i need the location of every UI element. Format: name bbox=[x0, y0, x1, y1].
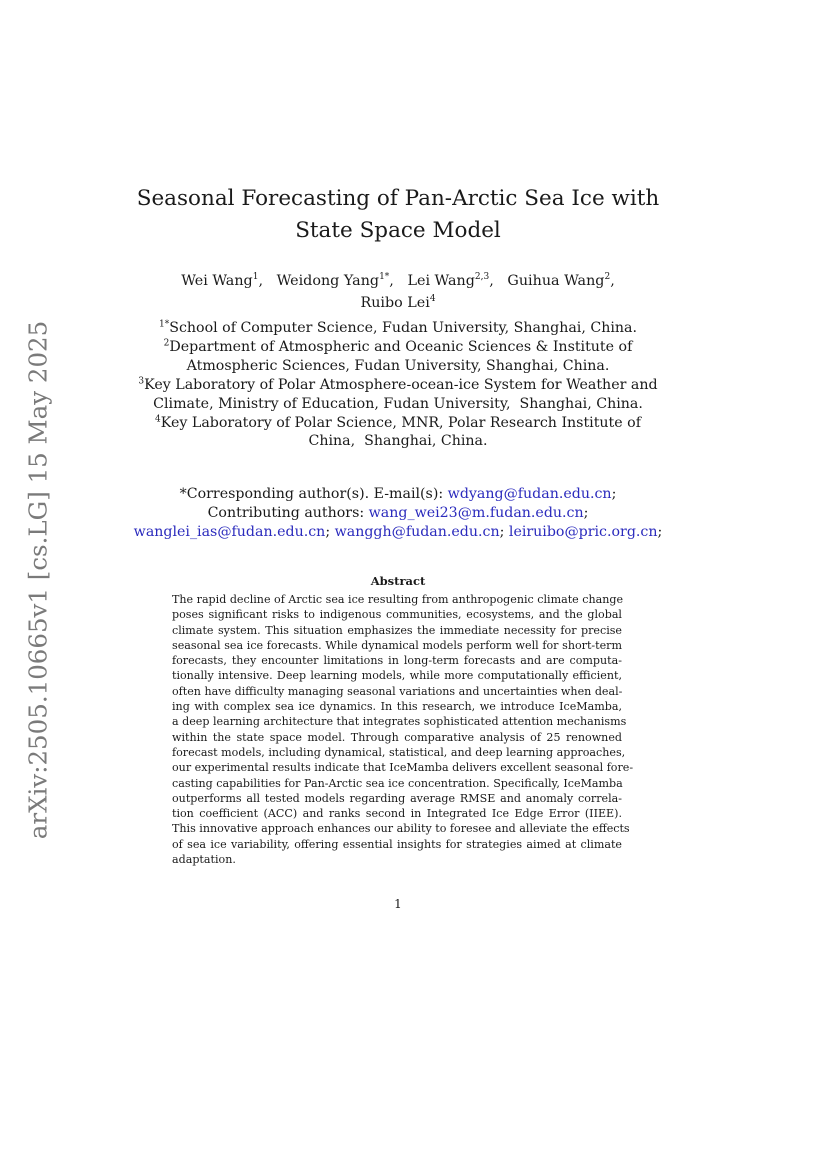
author-line-2 bbox=[0, 292, 796, 314]
punctuation: ; bbox=[499, 523, 509, 540]
author-separator: , bbox=[610, 273, 615, 289]
punctuation: ; bbox=[611, 486, 617, 502]
abstract-line: seasonal sea ice forecasts. While dynamical models perform well for short-term bbox=[172, 638, 622, 652]
affiliation-2 bbox=[0, 338, 796, 376]
author-separator: , bbox=[258, 273, 273, 289]
abstract-line: outperforms all tested models regarding average RMSE and anomaly correla- bbox=[172, 791, 622, 805]
abstract-line: poses significant risks to indigenous communities, ecosystems, and the global bbox=[172, 608, 622, 622]
author-separator: , bbox=[389, 273, 403, 289]
contributor-email-link[interactable]: wang_wei23@m.fudan.edu.cn bbox=[368, 504, 584, 521]
affiliation-text: China, Shanghai, China. bbox=[308, 433, 488, 450]
author-name: Wei Wang bbox=[181, 273, 253, 289]
abstract-line: our experimental results indicate that IceMamba delivers excellent seasonal fore- bbox=[172, 761, 634, 775]
author-line-1 bbox=[0, 270, 796, 292]
author-name: Ruibo Lei bbox=[360, 295, 430, 311]
author-affil-mark: 2 bbox=[604, 272, 611, 283]
abstract-line: forecast models, including dynamical, statistical, and deep learning approaches, bbox=[172, 745, 626, 759]
affiliation-mark: 4 bbox=[155, 413, 161, 424]
contributor-email-link[interactable]: wanggh@fudan.edu.cn bbox=[334, 523, 500, 540]
abstract-line: casting capabilities for Pan-Arctic sea ice concentration. Specifically, IceMamba bbox=[172, 776, 623, 790]
affiliation-mark: 1* bbox=[158, 319, 170, 330]
affiliation-4 bbox=[0, 414, 796, 452]
punctuation: ; bbox=[325, 523, 335, 540]
affiliation-list bbox=[0, 319, 796, 451]
abstract-line: forecasts, they encounter limitations in long-term forecasts and are computa- bbox=[172, 654, 622, 668]
affiliation-text: Department of Atmospheric and Oceanic Sciences & Institute of bbox=[169, 338, 633, 355]
arxiv-id-text: arXiv:2505.10665v1 [cs.LG] 15 May 2025 bbox=[23, 320, 53, 840]
affiliation-text: School of Computer Science, Fudan University, Shanghai, China. bbox=[169, 320, 637, 336]
author-separator: , bbox=[489, 273, 503, 289]
abstract-line: tionally intensive. Deep learning models, while more computationally efficient, bbox=[172, 669, 622, 683]
abstract-line: ing with complex sea ice dynamics. In this research, we introduce IceMamba, bbox=[172, 700, 622, 714]
abstract-line: within the state space model. Through comparative analysis of 25 renowned bbox=[172, 730, 622, 744]
affiliation-text: Key Laboratory of Polar Atmosphere-ocean-ice System for Weather and bbox=[144, 376, 658, 393]
abstract-heading: Abstract bbox=[370, 574, 426, 588]
author-name: Weidong Yang bbox=[276, 273, 380, 289]
affiliation-1 bbox=[0, 319, 796, 338]
author-name: Guihua Wang bbox=[507, 273, 605, 289]
affiliation-mark: 2 bbox=[163, 338, 170, 349]
page-number: 1 bbox=[394, 897, 402, 911]
affiliation-text: Key Laboratory of Polar Science, MNR, Polar Research Institute of bbox=[160, 414, 641, 431]
author-affil-mark: 2,3 bbox=[474, 272, 490, 283]
affiliation-text: Climate, Ministry of Education, Fudan University, Shanghai, China. bbox=[153, 395, 643, 412]
author-affil-mark: 1* bbox=[379, 272, 390, 283]
paper-title bbox=[0, 183, 796, 247]
correspondence-block bbox=[0, 485, 796, 541]
punctuation: ; bbox=[583, 504, 589, 521]
affiliation-3 bbox=[0, 376, 796, 414]
affiliation-text: Atmospheric Sciences, Fudan University, Shanghai, China. bbox=[186, 357, 610, 374]
abstract-line: The rapid decline of Arctic sea ice resulting from anthropogenic climate change bbox=[172, 593, 624, 606]
title-line: State Space Model bbox=[295, 218, 501, 243]
corresponding-email-link[interactable]: wdyang@fudan.edu.cn bbox=[447, 486, 612, 502]
contributing-label: Contributing authors: bbox=[207, 504, 369, 521]
abstract-line: often have difficulty managing seasonal variations and uncertainties when deal- bbox=[172, 684, 623, 698]
punctuation: ; bbox=[657, 523, 663, 540]
abstract-line: a deep learning architecture that integrates sophisticated attention mechanisms bbox=[172, 715, 627, 729]
abstract-line: This innovative approach enhances our ability to foresee and alleviate the effects bbox=[172, 822, 630, 836]
contributor-email-link[interactable]: wanglei_ias@fudan.edu.cn bbox=[133, 523, 326, 540]
abstract-line: tion coefficient (ACC) and ranks second in Integrated Ice Edge Error (IIEE). bbox=[172, 807, 622, 821]
abstract-line: climate system. This situation emphasizes the immediate necessity for precise bbox=[172, 623, 622, 637]
author-name: Lei Wang bbox=[407, 273, 475, 289]
author-affil-mark: 1 bbox=[252, 272, 259, 283]
title-line: Seasonal Forecasting of Pan-Arctic Sea Ice with bbox=[136, 186, 660, 211]
author-affil-mark: 4 bbox=[429, 294, 436, 305]
corresponding-label: *Corresponding author(s). E-mail(s): bbox=[179, 486, 448, 502]
contributor-email-link[interactable]: leiruibo@pric.org.cn bbox=[508, 523, 658, 540]
abstract-body bbox=[172, 592, 634, 867]
author-list bbox=[0, 270, 796, 314]
abstract-line: adaptation. bbox=[172, 853, 236, 867]
affiliation-mark: 3 bbox=[138, 375, 145, 386]
abstract-line: of sea ice variability, offering essential insights for strategies aimed at climate bbox=[172, 837, 622, 851]
